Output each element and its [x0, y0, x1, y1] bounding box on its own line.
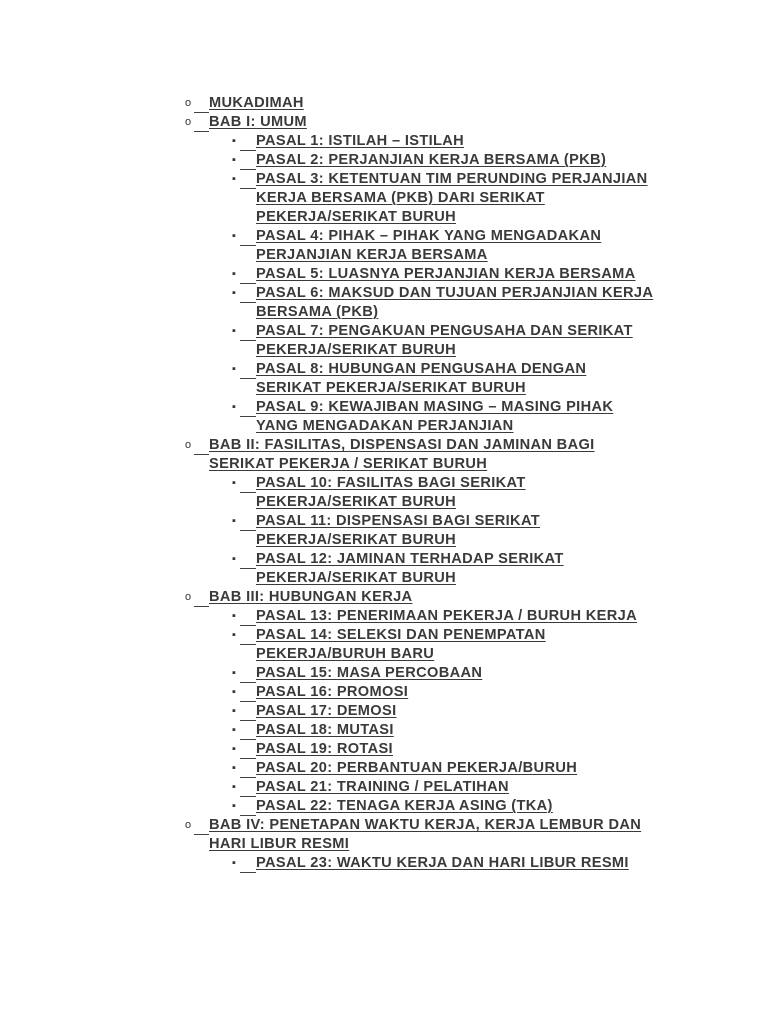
square-bullet-icon: ▪ — [232, 553, 237, 565]
toc-entry-text[interactable]: PASAL 21: TRAINING / PELATIHAN — [256, 779, 509, 795]
toc-entry-text[interactable]: PASAL 8: HUBUNGAN PENGUSAHA DENGAN SERIKAT PEKERJA/SERIKAT BURUH — [256, 361, 587, 396]
toc-article-link[interactable] — [185, 797, 655, 816]
link-underline-leader — [240, 474, 256, 493]
toc-entry-text[interactable]: MUKADIMAH — [209, 95, 304, 111]
square-bullet-icon: ▪ — [232, 363, 237, 375]
link-underline-leader — [240, 797, 256, 816]
toc-entry-text[interactable]: PASAL 15: MASA PERCOBAAN — [256, 665, 483, 681]
toc-entry-text[interactable]: PASAL 14: SELEKSI DAN PENEMPATAN PEKERJA/BURUH BARU — [256, 627, 546, 662]
toc-article-link[interactable] — [185, 151, 655, 170]
toc-article-link[interactable] — [185, 626, 655, 664]
toc-entry-text[interactable]: PASAL 22: TENAGA KERJA ASING (TKA) — [256, 798, 553, 814]
toc-entry-text[interactable]: PASAL 9: KEWAJIBAN MASING – MASING PIHAK YANG MENGADAKAN PERJANJIAN — [256, 399, 614, 434]
toc-chapter-link[interactable] — [185, 94, 655, 113]
toc-entry-text[interactable]: PASAL 23: WAKTU KERJA DAN HARI LIBUR RESMI — [256, 855, 629, 871]
toc-entry-text[interactable]: PASAL 20: PERBANTUAN PEKERJA/BURUH — [256, 760, 578, 776]
toc-entry-text[interactable]: PASAL 18: MUTASI — [256, 722, 394, 738]
square-bullet-icon: ▪ — [232, 154, 237, 166]
toc-article-link[interactable] — [185, 265, 655, 284]
toc-entry-text[interactable]: PASAL 13: PENERIMAAN PEKERJA / BURUH KERJA — [256, 608, 637, 624]
toc-article-link[interactable] — [185, 664, 655, 683]
toc-entry-text[interactable]: PASAL 10: FASILITAS BAGI SERIKAT PEKERJA/SERIKAT BURUH — [256, 475, 526, 510]
square-bullet-icon: ▪ — [232, 401, 237, 413]
toc-entry-text[interactable]: PASAL 1: ISTILAH – ISTILAH — [256, 133, 465, 149]
square-bullet-icon: ▪ — [232, 743, 237, 755]
circle-bullet-icon: o — [185, 97, 192, 109]
link-underline-leader — [240, 550, 256, 569]
toc-article-link[interactable] — [185, 170, 655, 227]
toc-entry-text[interactable]: BAB I: UMUM — [209, 114, 307, 130]
toc-chapter-link[interactable] — [185, 588, 655, 607]
toc-entry-text[interactable]: PASAL 17: DEMOSI — [256, 703, 397, 719]
square-bullet-icon: ▪ — [232, 686, 237, 698]
link-underline-leader — [240, 398, 256, 417]
square-bullet-icon: ▪ — [232, 857, 237, 869]
toc-article-link[interactable] — [185, 360, 655, 398]
toc-article-link[interactable] — [185, 683, 655, 702]
table-of-contents — [185, 94, 655, 873]
toc-entry-text[interactable]: PASAL 19: ROTASI — [256, 741, 393, 757]
toc-article-link[interactable] — [185, 721, 655, 740]
square-bullet-icon: ▪ — [232, 287, 237, 299]
link-underline-leader — [240, 664, 256, 683]
toc-entry-text[interactable]: BAB III: HUBUNGAN KERJA — [209, 589, 413, 605]
square-bullet-icon: ▪ — [232, 705, 237, 717]
link-underline-leader — [240, 322, 256, 341]
link-underline-leader — [194, 816, 209, 835]
square-bullet-icon: ▪ — [232, 724, 237, 736]
link-underline-leader — [194, 113, 209, 132]
link-underline-leader — [240, 759, 256, 778]
circle-bullet-icon: o — [185, 591, 192, 603]
link-underline-leader — [240, 132, 256, 151]
square-bullet-icon: ▪ — [232, 667, 237, 679]
square-bullet-icon: ▪ — [232, 515, 237, 527]
link-underline-leader — [240, 740, 256, 759]
toc-article-link[interactable] — [185, 702, 655, 721]
square-bullet-icon: ▪ — [232, 629, 237, 641]
square-bullet-icon: ▪ — [232, 610, 237, 622]
circle-bullet-icon: o — [185, 819, 192, 831]
link-underline-leader — [194, 94, 209, 113]
toc-entry-text[interactable]: PASAL 6: MAKSUD DAN TUJUAN PERJANJIAN KERJA BERSAMA (PKB) — [256, 285, 654, 320]
toc-entry-text[interactable]: PASAL 5: LUASNYA PERJANJIAN KERJA BERSAMA — [256, 266, 636, 282]
toc-entry-text[interactable]: PASAL 4: PIHAK – PIHAK YANG MENGADAKAN PERJANJIAN KERJA BERSAMA — [256, 228, 602, 263]
square-bullet-icon: ▪ — [232, 477, 237, 489]
link-underline-leader — [240, 683, 256, 702]
square-bullet-icon: ▪ — [232, 173, 237, 185]
square-bullet-icon: ▪ — [232, 230, 237, 242]
circle-bullet-icon: o — [185, 439, 192, 451]
square-bullet-icon: ▪ — [232, 268, 237, 280]
toc-article-link[interactable] — [185, 474, 655, 512]
toc-entry-text[interactable]: PASAL 11: DISPENSASI BAGI SERIKAT PEKERJA/SERIKAT BURUH — [256, 513, 541, 548]
toc-article-link[interactable] — [185, 550, 655, 588]
link-underline-leader — [240, 626, 256, 645]
toc-entry-text[interactable]: PASAL 16: PROMOSI — [256, 684, 409, 700]
toc-chapter-link[interactable] — [185, 113, 655, 132]
toc-article-link[interactable] — [185, 132, 655, 151]
link-underline-leader — [240, 607, 256, 626]
toc-article-link[interactable] — [185, 854, 655, 873]
toc-article-link[interactable] — [185, 778, 655, 797]
toc-chapter-link[interactable] — [185, 816, 655, 854]
link-underline-leader — [240, 151, 256, 170]
square-bullet-icon: ▪ — [232, 135, 237, 147]
link-underline-leader — [240, 512, 256, 531]
toc-article-link[interactable] — [185, 284, 655, 322]
link-underline-leader — [240, 702, 256, 721]
circle-bullet-icon: o — [185, 116, 192, 128]
link-underline-leader — [194, 588, 209, 607]
toc-article-link[interactable] — [185, 398, 655, 436]
link-underline-leader — [240, 854, 256, 873]
link-underline-leader — [240, 265, 256, 284]
toc-article-link[interactable] — [185, 740, 655, 759]
toc-chapter-link[interactable] — [185, 436, 655, 474]
square-bullet-icon: ▪ — [232, 762, 237, 774]
toc-article-link[interactable] — [185, 512, 655, 550]
toc-article-link[interactable] — [185, 607, 655, 626]
link-underline-leader — [240, 360, 256, 379]
link-underline-leader — [240, 170, 256, 189]
square-bullet-icon: ▪ — [232, 800, 237, 812]
link-underline-leader — [240, 778, 256, 797]
link-underline-leader — [240, 284, 256, 303]
link-underline-leader — [194, 436, 209, 455]
link-underline-leader — [240, 227, 256, 246]
toc-entry-text[interactable]: PASAL 12: JAMINAN TERHADAP SERIKAT PEKERJA/SERIKAT BURUH — [256, 551, 564, 586]
toc-entry-text[interactable]: BAB II: FASILITAS, DISPENSASI DAN JAMINAN BAGI SERIKAT PEKERJA / SERIKAT BURUH — [209, 437, 595, 472]
square-bullet-icon: ▪ — [232, 781, 237, 793]
toc-article-link[interactable] — [185, 759, 655, 778]
toc-article-link[interactable] — [185, 322, 655, 360]
square-bullet-icon: ▪ — [232, 325, 237, 337]
toc-entry-text[interactable]: BAB IV: PENETAPAN WAKTU KERJA, KERJA LEMBUR DAN HARI LIBUR RESMI — [209, 817, 642, 852]
link-underline-leader — [240, 721, 256, 740]
toc-entry-text[interactable]: PASAL 3: KETENTUAN TIM PERUNDING PERJANJIAN KERJA BERSAMA (PKB) DARI SERIKAT PEKERJA/SERIKAT BURUH — [256, 171, 648, 225]
toc-entry-text[interactable]: PASAL 2: PERJANJIAN KERJA BERSAMA (PKB) — [256, 152, 607, 168]
toc-article-link[interactable] — [185, 227, 655, 265]
toc-entry-text[interactable]: PASAL 7: PENGAKUAN PENGUSAHA DAN SERIKAT PEKERJA/SERIKAT BURUH — [256, 323, 633, 358]
